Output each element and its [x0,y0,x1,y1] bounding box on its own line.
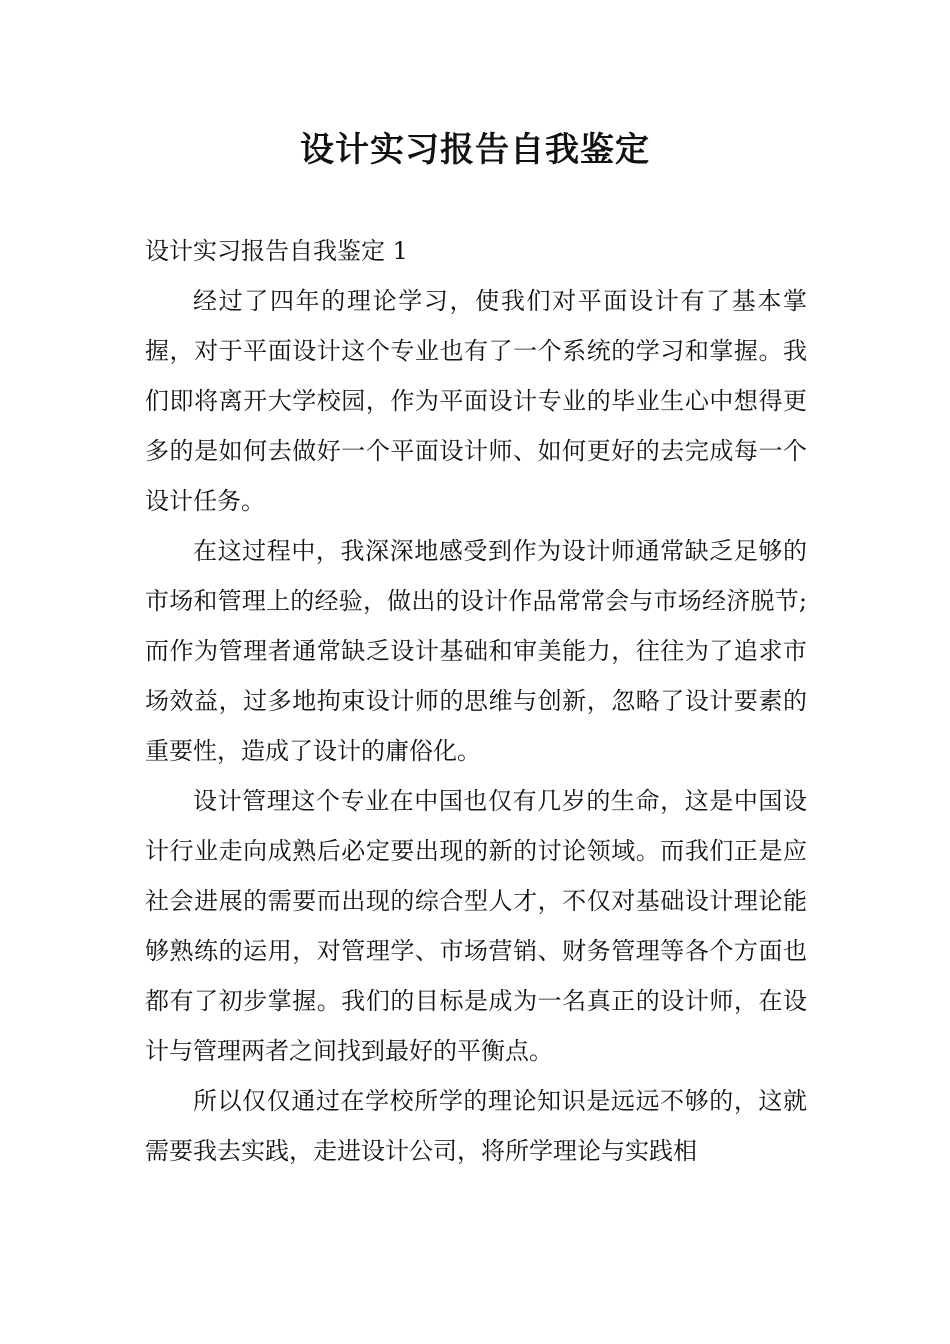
paragraph-3: 设计管理这个专业在中国也仅有几岁的生命，这是中国设计行业走向成熟后必定要出现的新的讨论领域。而我们正是应社会进展的需要而出现的综合型人才，不仅对基础设计理论能够熟练的运用，对管理学、市场营销、财务管理等各个方面也都有了初步掌握。我们的目标是成为一名真正的设计师，在设计与管理两者之间找到最好的平衡点。 [145,787,807,1065]
section-heading: 设计实习报告自我鉴定 1 [145,237,408,265]
document-title: 设计实习报告自我鉴定 [300,130,650,170]
paragraph-1: 经过了四年的理论学习，使我们对平面设计有了基本掌握，对于平面设计这个专业也有了一个系统的学习和掌握。我们即将离开大学校园，作为平面设计专业的毕业生心中想得更多的是如何去做好一个平面设计师、如何更好的去完成每一个设计任务。 [145,287,807,515]
paragraph-2: 在这过程中，我深深地感受到作为设计师通常缺乏足够的市场和管理上的经验，做出的设计作品常常会与市场经济脱节;而作为管理者通常缺乏设计基础和审美能力，往往为了追求市场效益，过多地拘束设计师的思维与创新，忽略了设计要素的重要性，造成了设计的庸俗化。 [145,537,807,765]
document-body [145,226,807,1176]
paragraph-4: 所以仅仅通过在学校所学的理论知识是远远不够的，这就需要我去实践，走进设计公司，将所学理论与实践相 [145,1087,807,1165]
